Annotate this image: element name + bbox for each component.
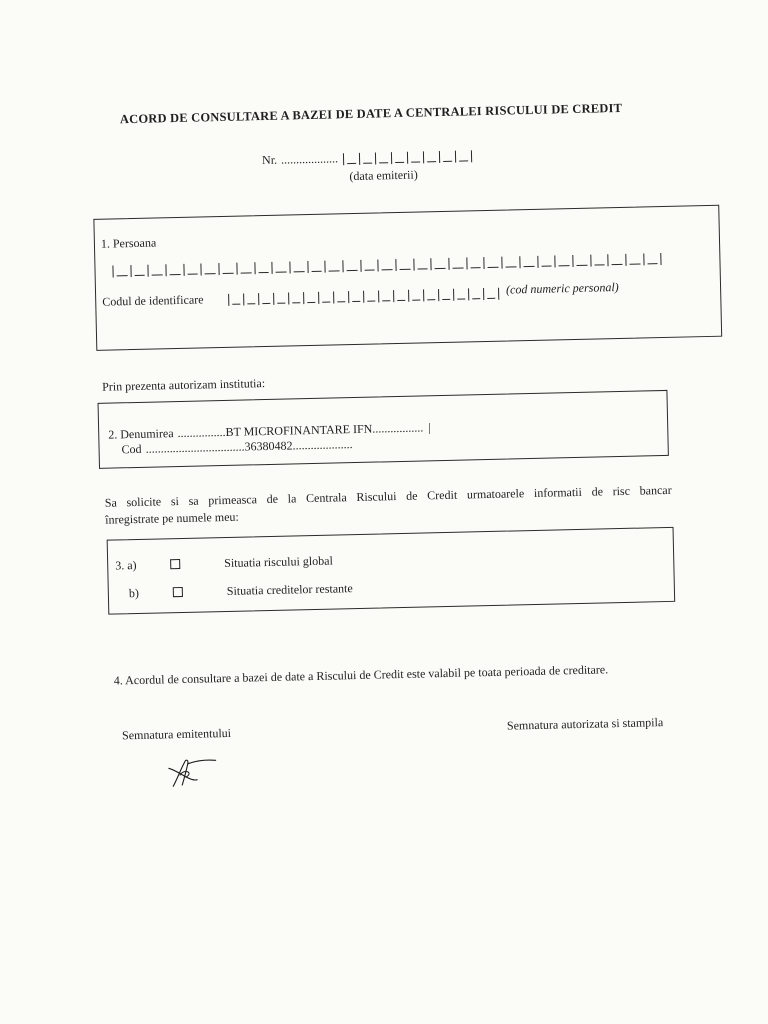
option-b-text: Situatia creditelor restante: [226, 581, 353, 598]
option-a-text: Situatia riscului global: [224, 553, 333, 571]
issuer-signature-label: Semnatura emitentului: [121, 725, 232, 743]
name-cell: [219, 263, 237, 275]
id-cell: [303, 292, 318, 304]
id-cell: [228, 294, 243, 306]
option-b-label: b): [128, 585, 140, 601]
name-cell: [325, 260, 343, 272]
name-cell: [130, 265, 148, 277]
name-cell: [236, 262, 254, 274]
issue-date-note: (data emiterii): [349, 167, 418, 184]
authorized-signature-label: Semnatura autorizata si stampila: [506, 715, 664, 733]
institution-code-value: 36380482: [244, 438, 293, 454]
name-cell: [484, 257, 502, 269]
id-cell: [273, 293, 288, 305]
name-cell: [590, 254, 608, 266]
id-cell: [393, 290, 408, 302]
name-cell: [501, 256, 519, 268]
request-text-line1: Sa solicite si sa primeasca de la Centrala Riscului de Credit urmatoarele informatii de risc bancar: [104, 482, 672, 510]
name-cell: [378, 259, 396, 271]
id-cell: [363, 290, 378, 302]
institution-name-end-mark: |: [428, 420, 431, 435]
name-cell: [625, 253, 643, 265]
id-cell: [318, 291, 333, 303]
date-cell: [439, 151, 455, 163]
id-cell: [408, 289, 423, 301]
institution-code-dots-after: ....................: [292, 437, 353, 453]
validity-clause: 4. Acordul de consultare a bazei de date a Riscului de Credit este valabil pe toata perioada de creditare.: [113, 662, 609, 688]
date-cell: [423, 151, 439, 163]
date-cell: [455, 150, 471, 162]
name-cell: [342, 260, 360, 272]
handwritten-signature: [164, 754, 219, 789]
id-cell: [243, 293, 258, 305]
name-cell: [272, 261, 290, 273]
date-cell: [407, 151, 423, 163]
date-cell: [391, 152, 407, 164]
id-cell: [453, 288, 468, 300]
name-cell: [112, 265, 130, 277]
id-cell: [423, 289, 438, 301]
name-cell: [360, 259, 378, 271]
id-code-cells: [228, 288, 499, 306]
id-cell: [333, 291, 348, 303]
name-cell: [254, 262, 272, 274]
name-cell: [183, 263, 201, 275]
name-cell: [395, 259, 413, 271]
date-cell: [359, 153, 375, 165]
id-cell: [288, 292, 303, 304]
options-section-box: [107, 527, 676, 615]
institution-section-box: [98, 390, 669, 469]
issue-number-label: Nr.: [261, 152, 278, 168]
document-title: ACORD DE CONSULTARE A BAZEI DE DATE A CENTRALEI RISCULUI DE CREDIT: [119, 100, 623, 127]
institution-code-label: Cod: [121, 441, 142, 457]
name-cell: [448, 257, 466, 269]
institution-name-dots-before: ................: [177, 424, 226, 441]
option-a-label: 3. a): [115, 558, 137, 573]
name-cell: [572, 255, 590, 267]
date-cell: [375, 152, 391, 164]
issue-number-dots: ...................: [280, 151, 339, 167]
name-cell: [307, 261, 325, 273]
institution-code-dots-before: .................................: [145, 439, 245, 456]
id-code-label: Codul de identificare: [102, 292, 204, 309]
id-cell: [378, 290, 393, 302]
id-cell: [438, 289, 453, 301]
issue-date-cells: [343, 150, 472, 165]
name-cell: [608, 254, 626, 266]
institution-name-dots-after: .................: [372, 420, 424, 436]
id-code-note: (cod numeric personal): [505, 280, 619, 297]
id-cell: [483, 288, 498, 300]
id-cell: [348, 291, 363, 303]
option-b-checkbox: [173, 587, 183, 597]
name-cell: [289, 261, 307, 273]
institution-name-label: 2. Denumirea: [108, 426, 174, 442]
date-cell: [343, 153, 359, 165]
person-section-box: [93, 205, 722, 351]
name-cell: [413, 258, 431, 270]
name-cell: [519, 256, 537, 268]
name-cell: [165, 264, 183, 276]
person-name-cells: [112, 253, 661, 277]
name-cell: [643, 253, 661, 265]
name-cell: [201, 263, 219, 275]
name-cell: [537, 255, 555, 267]
name-cell: [466, 257, 484, 269]
name-cell: [431, 258, 449, 270]
person-label: 1. Persoana: [100, 235, 157, 251]
id-cell: [258, 293, 273, 305]
institution-name-value: BT MICROFINANTARE IFN: [225, 421, 373, 439]
request-text-line2: înregistrate pe numele meu:: [105, 509, 239, 527]
name-cell: [148, 264, 166, 276]
authorize-text: Prin prezenta autorizam institutia:: [102, 376, 266, 394]
name-cell: [554, 255, 572, 267]
option-a-checkbox: [170, 559, 180, 569]
issue-number-line: [262, 148, 472, 167]
id-cell: [468, 288, 483, 300]
